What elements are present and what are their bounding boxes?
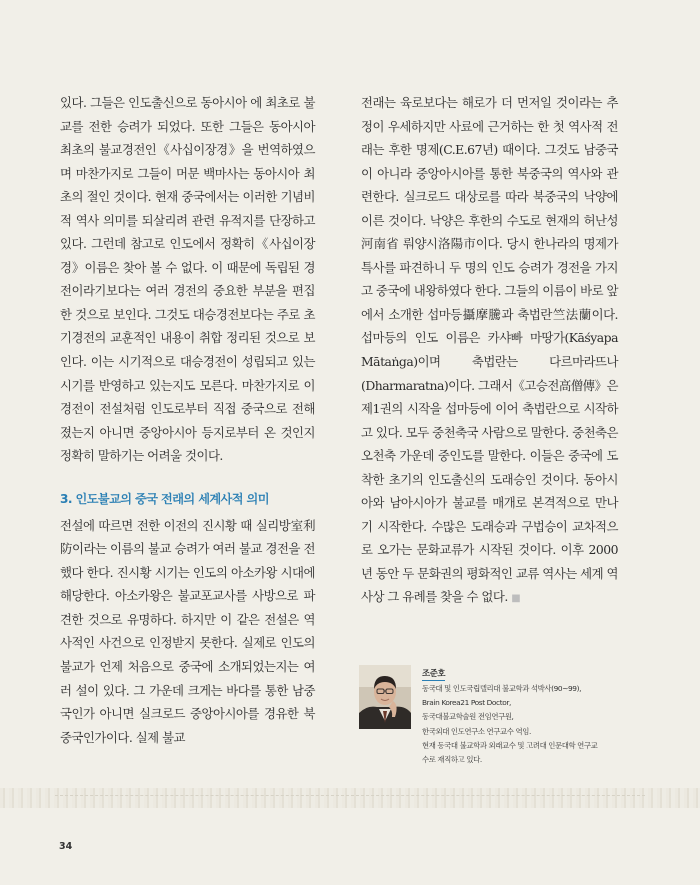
author-photo — [359, 665, 411, 729]
footer-texture-band — [0, 788, 700, 808]
author-bio — [422, 667, 632, 767]
left-column — [60, 91, 315, 749]
author-name: 조준호 — [422, 667, 445, 681]
footer-divider — [55, 795, 645, 796]
author-bio-line: Brain Korea21 Post Doctor, — [422, 698, 511, 708]
continued-paragraph — [361, 91, 618, 611]
portrait-image — [359, 665, 411, 729]
section-heading: 3. 인도불교의 중국 전래의 세계사적 의미 — [60, 491, 269, 506]
author-bio-line: 동국대불교학술원 전임연구원, — [422, 712, 514, 722]
author-bio-line: 수로 재직하고 있다. — [422, 755, 482, 765]
section-paragraph: 전설에 따르면 전한 이전의 진시황 때 실리방室利防이라는 이름의 불교 승려가 여러 불교 경전을 전했다 한다. 진시황 시기는 인도의 아소카왕 시대에 해당한다. 아소카왕은 불교포교사를 사방으로 파견한 것으로 유명하다. 하지만 이 같은 전설은 역사적인 사건으로 인정받지 못한다. 실제로 인도의 불교가 언제 처음으로 중국에 소개되었는지는 여러 설이 있다. 그 가운데 크게는 바다를 통한 남중국인가 아니면 실크로드 중앙아시아를 경유한 북중국인가이다. 실제 불교 — [60, 517, 315, 745]
author-bio-line: 현재 동국대 불교학과 외래교수 및 고려대 인문대학 연구교 — [422, 740, 598, 750]
intro-paragraph: 있다. 그들은 인도출신으로 동아시아 에 최초로 불교를 전한 승려가 되었다. 또한 그들은 동아시아 최초의 불교경전인《사십이장경》을 번역하였으며 마찬가지로 그들이 머문 백마사는 동아시아 최초의 절인 것이다. 현재 중국에서는 이러한 기념비적 역사 의미를 되살리려 관련 유적지를 단장하고 있다. 그런데 참고로 인도에서 정확히《사십이장경》이름은 찾아 볼 수 없다. 이 때문에 독립된 경전이라기보다는 여러 경전의 중요한 부분을 편집한 것으로 보인다. 그것도 대승경전보다는 주로 초기경전의 교훈적인 내용이 취합 정리된 것으로 보인다. 이는 시기적으로 대승경전이 성립되고 있는 시기를 반영하고 있는지도 모른다. 마찬가지로 이 경전이 전설처럼 인도로부터 직접 중국으로 전해졌는지 아니면 중앙아시아 등지로부터 온 것인지 정확히 말하기는 어려울 것이다. — [60, 95, 315, 464]
author-bio-line: 동국대 및 인도국립델리대 불교학과 석박사(90~99), — [422, 684, 582, 693]
author-bio-line: 한국외대 인도연구소 연구교수 역임. — [422, 726, 531, 736]
right-paragraph-text: 전래는 육로보다는 해로가 더 먼저일 것이라는 추정이 우세하지만 사료에 근거하는 한 첫 역사적 전래는 후한 명제(C.E.67년) 때이다. 그것도 남중국이 아니라 중앙아시아를 통한 북중국의 역사와 관련한다. 실크로드 대상로를 따라 북중국의 낙양에 이른 것이다. 낙양은 후한의 수도로 현재의 허난성河南省 뤄양시洛陽市이다. 당시 한나라의 명제가 특사를 파견하니 두 명의 인도 승려가 경전을 가지고 중국에 내왕하였다 한다. 그들의 이름이 바로 앞에서 소개한 섭마등攝摩騰과 축법란竺法蘭이다. 섭마등의 인도 이름은 카샤빠 마땅가(Kāśyapa Mātaṅga)이며 축법란는 다르마라뜨나(Dharmaratna)이다. 그래서《고승전高僧傳》은 제1권의 시작을 섭마등에 이어 축법란으로 시작하고 있다. 모두 중천축국 사람으로 말한다. 중천축은 오천축 가운데 중인도를 말한다. 이들은 중국에 도착한 초기의 인도출신의 도래승인 것이다. 동아시아와 남아시아가 불교를 매개로 본격적으로 만나기 시작한다. 수많은 도래승과 구법승이 교차적으로 오가는 문화교류가 시작된 것이다. 이후 2000년 동안 두 문화권의 평화적인 교류 역사는 세계 역사상 그 유례를 찾을 수 없다. — [361, 95, 618, 605]
right-column — [361, 91, 618, 611]
page-number: 34 — [59, 841, 73, 852]
author-box — [359, 665, 629, 770]
end-mark: ■ — [511, 593, 521, 605]
